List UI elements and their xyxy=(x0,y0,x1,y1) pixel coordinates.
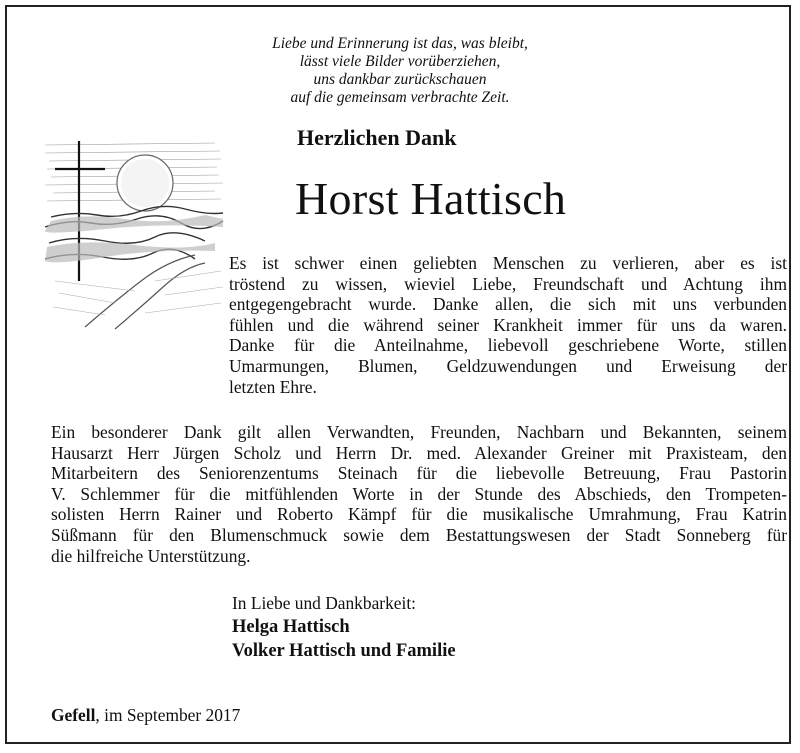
obituary-notice xyxy=(5,5,791,744)
text-line: Süßmann für den Blumenschmuck sowie dem Bestattungswesen der Stadt Sonneberg für xyxy=(51,524,787,545)
cross-landscape-illustration xyxy=(45,131,225,331)
poem-line: auf die gemeinsam verbrachte Zeit. xyxy=(290,89,510,106)
text-line: entgegengebracht wurde. Danke allen, die sich mit uns verbunden xyxy=(229,294,787,315)
signatory-name: Helga Hattisch xyxy=(232,617,350,637)
place-name: Gefell xyxy=(51,705,96,725)
text-line: die hilfreiche Unterstützung. xyxy=(51,545,251,566)
text-line: Ein besonderer Dank gilt allen Verwandten, Freunden, Nachbarn und Bekannten, seinem xyxy=(51,422,787,442)
poem-line: lässt viele Bilder vorüberziehen, xyxy=(299,53,501,70)
heading-thanks: Herzlichen Dank xyxy=(297,125,457,150)
date-text: , im September 2017 xyxy=(95,705,241,725)
poem-line: uns dankbar zurückschauen xyxy=(313,71,487,88)
text-line: Es ist schwer einen geliebten Menschen zu verlieren, aber es ist xyxy=(229,253,787,273)
memorial-poem xyxy=(7,35,793,107)
text-line: V. Schlemmer für die mitfühlenden Worte in der Stunde des Abschieds, den Trompeten- xyxy=(51,483,787,504)
text-line: Hausarzt Herr Jürgen Scholz und Herrn Dr. med. Alexander Greiner mit Praxisteam, den xyxy=(51,442,787,463)
text-line: fühlen und die während seiner Krankheit immer für uns da waren. xyxy=(229,314,787,335)
thanks-paragraph-1 xyxy=(229,253,787,397)
thanks-paragraph-2 xyxy=(51,422,787,566)
signature-intro: In Liebe und Dankbarkeit: xyxy=(232,593,416,613)
text-line: tröstend zu wissen, wieviel Liebe, Freundschaft und Achtung ihm xyxy=(229,273,787,294)
signatory-name: Volker Hattisch und Familie xyxy=(232,641,456,661)
text-line: Mitarbeitern des Seniorenzentums Steinach für die liebevolle Betreuung, Frau Pastorin xyxy=(51,463,787,484)
text-line: Umarmungen, Blumen, Geldzuwendungen und Erweisung der xyxy=(229,355,787,376)
text-line: Danke für die Anteilnahme, liebevoll geschriebene Worte, stillen xyxy=(229,335,787,356)
poem-line: Liebe und Erinnerung ist das, was bleibt, xyxy=(272,35,528,52)
place-and-date xyxy=(51,705,240,726)
text-line: solisten Herrn Rainer und Roberto Kämpf für die musikalische Umrahmung, Frau Katrin xyxy=(51,504,787,525)
text-line: letzten Ehre. xyxy=(229,376,317,397)
deceased-name: Horst Hattisch xyxy=(295,173,567,224)
